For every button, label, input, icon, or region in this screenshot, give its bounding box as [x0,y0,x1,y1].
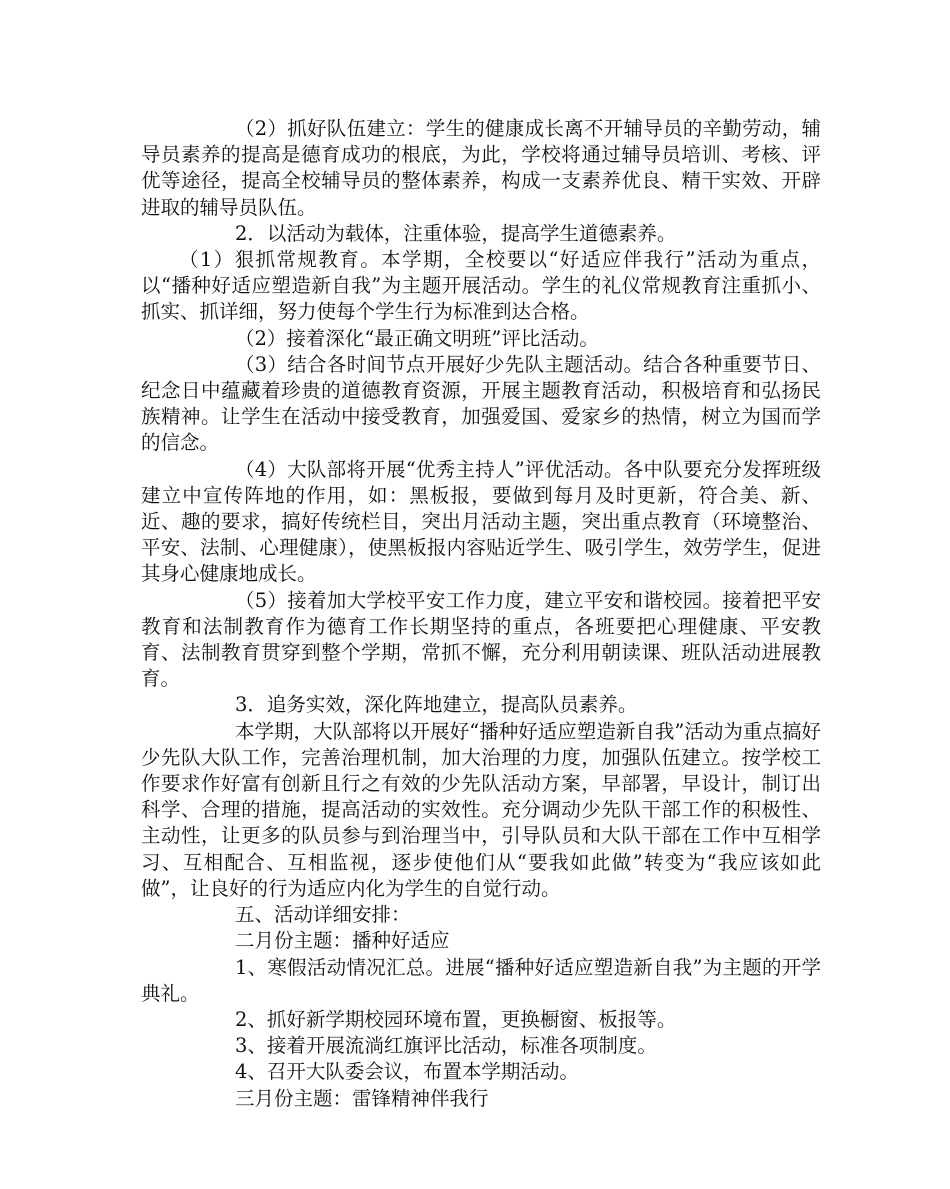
list-item: 2、抓好新学期校园环境布置，更换橱窗、板报等。 [235,1007,677,1031]
paragraph-civilized-class: （2）接着深化“最正确文明班”评比活动。 [235,326,599,350]
list-item: 3、接着开展流淌红旗评比活动，标准各项制度。 [235,1034,657,1058]
february-theme: 二月份主题：播种好适应 [235,929,450,953]
list-item: 4、召开大队委会议，布置本学期活动。 [235,1060,579,1084]
list-item: 1、寒假活动情况汇总。进展“播种好适应塑造新自我”为主题的开学典礼。 [141,955,821,1005]
section-heading-effectiveness: 3．追务实效，深化阵地建立，提高队员素养。 [235,693,638,717]
march-theme: 三月份主题：雷锋精神伴我行 [235,1086,489,1110]
paragraph-semester-plan: 本学期，大队部将以开展好“播种好适应塑造新自我”活动为重点搞好少先队大队工作，完善治理机制，加大治理的力度，加强队伍建立。按学校工作要求作好富有创新且行之有效的少先队活动方案，早部署，早设计，制订出科学、合理的措施，提高活动的实效性。充分调动少先队干部工作的积极性、主动性，让更多的队员参与到治理当中，引导队员和大队干部在工作中互相学习、互相配合、互相监视，逐步使他们从“要我如此做”转变为“我应该如此做”，让良好的行为适应内化为学生的自觉行动。 [141,719,821,900]
paragraph-theme-activities: （3）结合各时间节点开展好少先队主题活动。结合各种重要节日、纪念日中蕴藏着珍贵的道德教育资源，开展主题教育活动，积极培育和弘扬民族精神。让学生在活动中接受教育，加强爱国、爱家乡的热情，树立为国而学的信念。 [141,352,821,455]
section-heading-activities: 2．以活动为载体，注重体验，提高学生道德素养。 [235,221,677,245]
paragraph-safety-work: （5）接着加大学校平安工作力度，建立平安和谐校园。接着把平安教育和法制教育作为德育工作长期坚持的重点，各班要把心理健康、平安教育、法制教育贯穿到整个学期，常抓不懈，充分利用朝读课、班队活动进展教育。 [141,588,821,691]
paragraph-team-building: （2）抓好队伍建立：学生的健康成长离不开辅导员的辛勤劳动，辅导员素养的提高是德育成功的根底，为此，学校将通过辅导员培训、考核、评优等途径，提高全校辅导员的整体素养，构成一支素养优良、精干实效、开辟进取的辅导员队伍。 [141,117,821,219]
paragraph-host-selection: （4）大队部将开展“优秀主持人”评优活动。各中队要充分发挥班级建立中宣传阵地的作用，如：黑板报，要做到每月及时更新，符合美、新、近、趣的要求，搞好传统栏目，突出月活动主题，突出重点教育（环境整治、平安、法制、心理健康），使黑板报内容贴近学生、吸引学生，效劳学生，促进其身心健康地成长。 [141,457,821,586]
paragraph-routine-education: （1）狠抓常规教育。本学期，全校要以“好适应伴我行”活动为重点，以“播种好适应塑造新自我”为主题开展活动。学生的礼仪常规教育注重抓小、抓实、抓详细，努力使每个学生行为标准到达合格。 [141,248,821,324]
section-heading-schedule: 五、活动详细安排： [235,903,411,927]
document-body [141,116,821,1112]
